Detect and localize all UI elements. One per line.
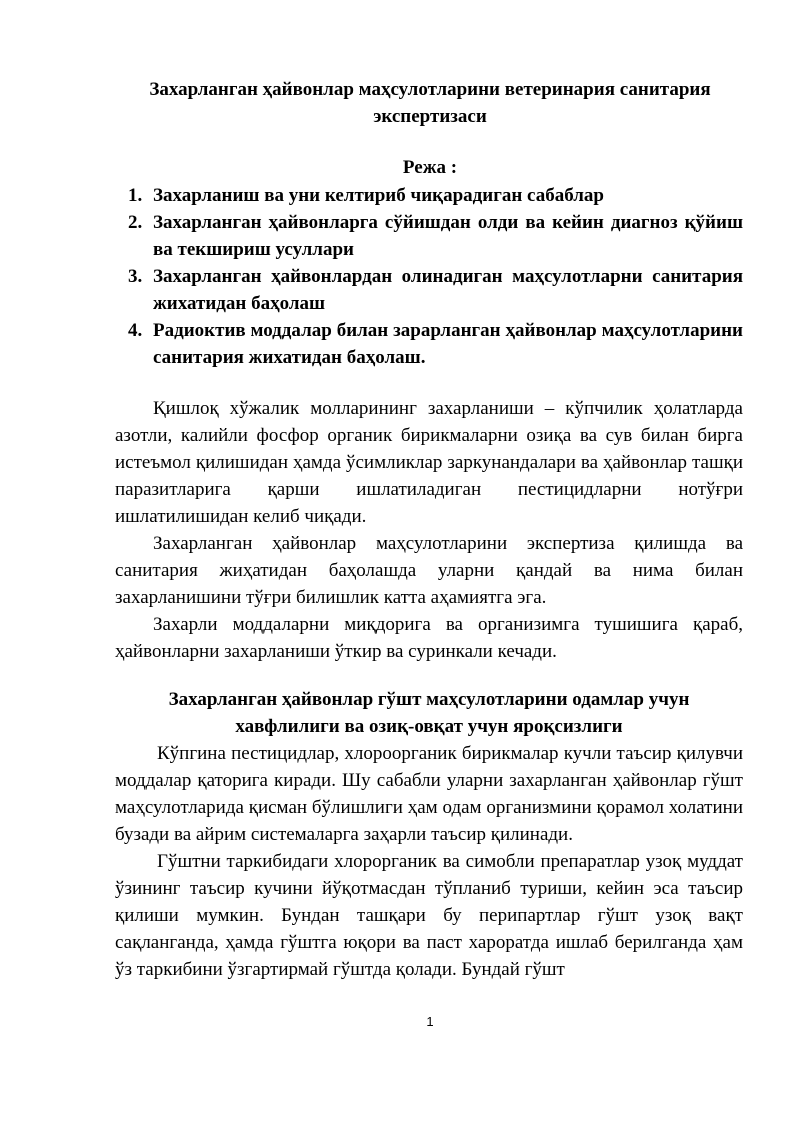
plan-item-text: Захарланган ҳайвонлардан олинадиган маҳсулотларни санитария жихатидан баҳолаш — [153, 266, 743, 314]
plan-item-number: 2. — [128, 212, 143, 233]
plan-list — [128, 182, 743, 371]
plan-item — [128, 263, 743, 317]
body-paragraph: Кўпгина пестицидлар, хлороорганик бирикмалар кучли таъсир қилувчи моддалар қаторига киради. Шу сабабли уларни захарланган ҳайвонлар гўшт маҳсулотларида қисман бўлишлиги ҳам одам организмини қорамол холатини бузади ва айрим системаларга заҳарли таъсир қилинади. — [115, 743, 743, 845]
intro-section — [115, 395, 743, 665]
body-paragraph: Қишлоқ хўжалик молларининг захарланиши – кўпчилик ҳолатларда азотли, калийли фосфор органик бирикмаларни озиқа ва сув билан бирга истеъмол қилишидан ҳамда ўсимликлар заркунандалари ва ҳайвонлар ташқи паразитларига қарши ишлатиладиган пестицидларни нотўғри ишлатилишидан келиб чиқади. — [115, 398, 743, 527]
section-heading: Захарланган ҳайвонлар гўшт маҳсулотларини одамлар учун хавфлилиги ва озиқ-овқат учун яроқсизлиги — [168, 689, 690, 737]
hazard-section — [115, 686, 743, 983]
plan-item — [128, 317, 743, 371]
plan-item-text: Захарланиш ва уни келтириб чиқарадиган сабаблар — [153, 185, 604, 206]
plan-item-number: 1. — [128, 185, 143, 206]
plan-item-number: 4. — [128, 320, 143, 341]
body-paragraph: Захарли моддаларни миқдорига ва организимга тушишига қараб, ҳайвонларни захарланиши ўткир ва суринкали кечади. — [115, 614, 743, 662]
body-paragraph: Гўштни таркибидаги хлорорганик ва симобли препаратлар узоқ муддат ўзининг таъсир кучини йўқотмасдан тўпланиб туриши, кейин эса таъсир қилиши мумкин. Бундан ташқари бу перипартлар гўшт узоқ вақт сақланганда, ҳамда гўштга юқори ва паст хароратда ишлаб берилганда ҳам ўз таркибини ўзгартирмай гўштда қолади. Бундай гўшт — [115, 851, 743, 980]
plan-item — [128, 209, 743, 263]
plan-item-number: 3. — [128, 266, 143, 287]
document-title: Захарланган ҳайвонлар маҳсулотларини ветеринария санитария экспертизаси — [149, 79, 711, 127]
plan-heading: Режа : — [402, 157, 458, 178]
plan-item-text: Захарланган ҳайвонларга сўйишдан олди ва кейин диагноз қўйиш ва текшириш усуллари — [153, 212, 743, 260]
page-number: 1 — [426, 1014, 434, 1029]
body-paragraph: Захарланган ҳайвонлар маҳсулотларини экспертиза қилишда ва санитария жиҳатидан баҳолашда уларни қандай ва нима билан захарланишини тўғри билишлик катта аҳамиятга эга. — [115, 533, 743, 608]
plan-item-text: Радиоктив моддалар билан зарарланган ҳайвонлар маҳсулотларини санитария жихатидан баҳолаш. — [153, 320, 743, 368]
plan-item — [128, 182, 743, 209]
